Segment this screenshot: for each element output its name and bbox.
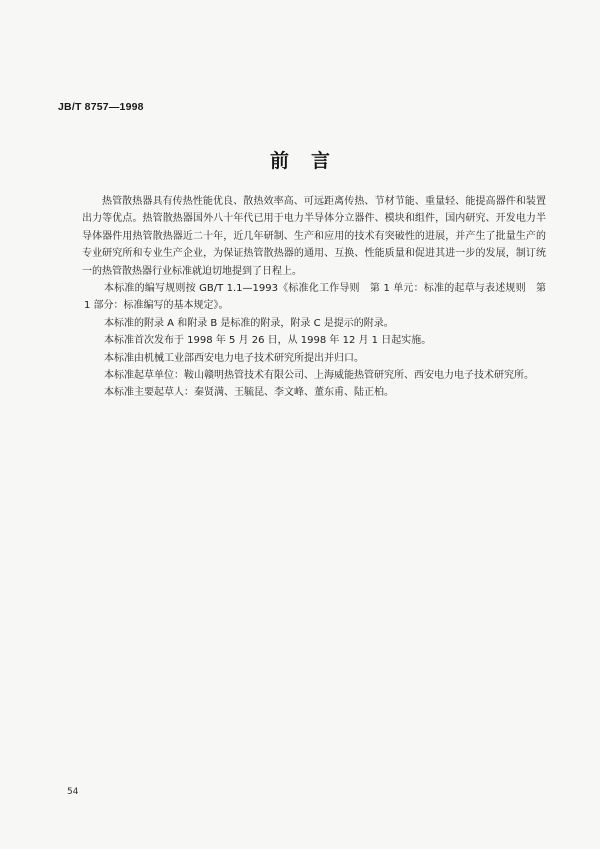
foreword-body — [84, 193, 546, 402]
paragraph-background: 热管散热器具有传热性能优良、散热效率高、可远距离传热、节材节能、重量轻、能提高器件和装置出力等优点。热管散热器国外八十年代已用于电力半导体分立器件、模块和组件，国内研究、开发电力半导体器件用热管散热器近二十年，近几年研制、生产和应用的技术有突破性的进展，并产生了批量生产的专业研究所和专业生产企业，为保证热管散热器的通用、互换、性能质量和促进其进一步的发展，制订统一的热管散热器行业标准就迫切地提到了日程上。 — [82, 196, 546, 277]
paragraph-appendices: 本标准的附录 A 和附录 B 是标准的附录，附录 C 是提示的附录。 — [104, 317, 394, 329]
paragraph-drafting-rules: 本标准的编写规则按 GB/T 1.1—1993《标准化工作导则 第 1 单元：标准的起草与表述规则 第 1 部分：标准编写的基本规定》。 — [84, 283, 546, 312]
standard-code: JB/T 8757—1998 — [58, 101, 144, 113]
paragraph-proposer: 本标准由机械工业部西安电力电子技术研究所提出并归口。 — [104, 352, 364, 364]
page-number: 54 — [67, 787, 79, 797]
paragraph-drafting-units: 本标准起草单位：鞍山赣明热管技术有限公司、上海威能热管研究所、西安电力电子技术研究所。 — [104, 370, 534, 382]
paragraph-issue-date: 本标准首次发布于 1998 年 5 月 26 日，从 1998 年 12 月 1 日起实施。 — [104, 335, 432, 347]
page-title: 前言 — [269, 150, 352, 172]
paragraph-drafters: 本标准主要起草人：秦贤满、王毓昆、李文峰、董东甫、陆正柏。 — [104, 387, 394, 399]
